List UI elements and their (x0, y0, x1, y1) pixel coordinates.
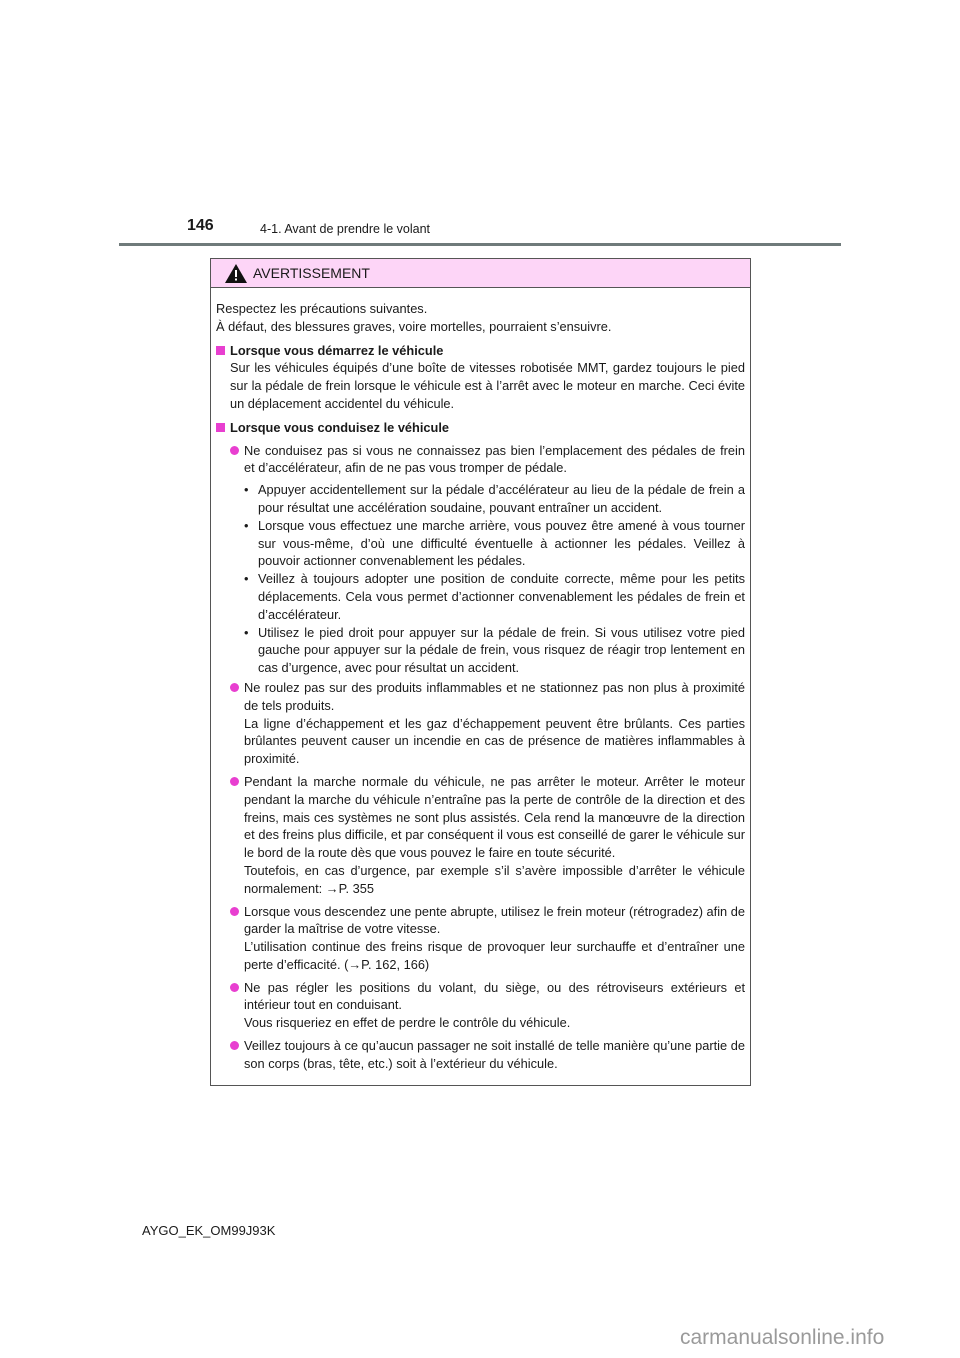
warning-triangle-icon (225, 264, 247, 283)
bullet-item: Veillez toujours à ce qu’aucun passager ne soit installé de telle manière qu’une partie de son corps (bras, tête, etc.) soit à l’extérieur du véhicule. (216, 1037, 745, 1073)
bullet-item: Ne conduisez pas si vous ne connaissez pas bien l’emplacement des pédales de frein et d’accélérateur, afin de ne pas vous tromper de pédale. (216, 442, 745, 478)
circle-bullet-icon (230, 446, 239, 455)
page-number: 146 (187, 217, 214, 234)
bullet-item: Ne pas régler les positions du volant, du siège, ou des rétroviseurs extérieurs et intérieur tout en conduisant. Vous risqueriez en effet de perdre le contrôle du véhicule. (216, 979, 745, 1032)
bullet-item: Pendant la marche normale du véhicule, ne pas arrêter le moteur. Arrêter le moteur pendant la marche du véhicule n’entraîne pas la perte de contrôle de la direction et des freins, mais ces systèmes ne sont plus assistés. Cela rend la manœuvre de la direction et des freins plus difficile, et par conséquent il vous est conseillé de garer le véhicule sur le bord de la route dès que vous pouvez le faire en toute sécurité. Toutefois, en cas d’urgence, par exemple s’il s’avère impossible d’arrêter le véhicule normalement: →P. 355 (216, 773, 745, 898)
circle-bullet-icon (230, 983, 239, 992)
bullet-item: Lorsque vous descendez une pente abrupte, utilisez le frein moteur (rétrogradez) afin de garder la maîtrise de votre vitesse. L’utilisation continue des freins risque de provoquer leur surchauffe et d’entraîner une perte d’efficacité. (→P. 162, 166) (216, 903, 745, 974)
intro-line: À défaut, des blessures graves, voire mortelles, pourraient s’ensuivre. (216, 318, 612, 334)
chapter-title: 4-1. Avant de prendre le volant (260, 222, 431, 236)
section-text: Sur les véhicules équipés d’une boîte de vitesses robotisée MMT, gardez toujours le pied sur la pédale de frein lorsque le véhicule est à l’arrêt avec le moteur en marche. Ceci évite un déplacement accidentel du véhicule. (230, 360, 745, 411)
square-bullet-icon (216, 346, 225, 355)
warning-header (211, 259, 750, 288)
bullet-item: Ne roulez pas sur des produits inflammables et ne stationnez pas non plus à proximité de tels produits. La ligne d’échappement et les gaz d’échappement peuvent être brûlants. Ces parties brûlantes peuvent causer un incendie en cas de présence de matières inflammables à proximité. (216, 679, 745, 768)
sub-item: • Appuyer accidentellement sur la pédale d’accélérateur au lieu de la pédale de frein a pour résultat une accélération soudaine, pouvant entraîner un accident. (244, 482, 745, 515)
circle-bullet-icon (230, 907, 239, 916)
section-heading: Lorsque vous démarrez le véhicule (216, 342, 745, 360)
header-rule (119, 243, 841, 246)
sub-item: • Lorsque vous effectuez une marche arrière, vous pouvez être amené à vous tourner sur vous-même, d’où une difficulté éventuelle à actionner les pédales. Veillez à pouvoir actionner convenablement les pédales. (244, 517, 745, 569)
manual-code: AYGO_EK_OM99J93K (142, 1223, 276, 1238)
circle-bullet-icon (230, 1041, 239, 1050)
warning-box (210, 258, 751, 1086)
sub-item: • Utilisez le pied droit pour appuyer sur la pédale de frein. Si vous utilisez votre pied gauche pour appuyer sur la pédale de frein, vous risquez de réagir trop lentement en cas d’urgence, avec pour résultat un accident. (244, 624, 745, 676)
warning-title: AVERTISSEMENT (253, 265, 370, 281)
section-heading: Lorsque vous conduisez le véhicule (216, 419, 745, 437)
intro-line: Respectez les précautions suivantes. (216, 301, 428, 316)
circle-bullet-icon (230, 683, 239, 692)
square-bullet-icon (216, 423, 225, 432)
sub-item: • Veillez à toujours adopter une position de conduite correcte, même pour les petits déplacements. Cela vous permet d’actionner convenablement les pédales de frein et d’accélérateur. (244, 571, 745, 622)
watermark: carmanualsonline.info (680, 1326, 885, 1349)
circle-bullet-icon (230, 777, 239, 786)
